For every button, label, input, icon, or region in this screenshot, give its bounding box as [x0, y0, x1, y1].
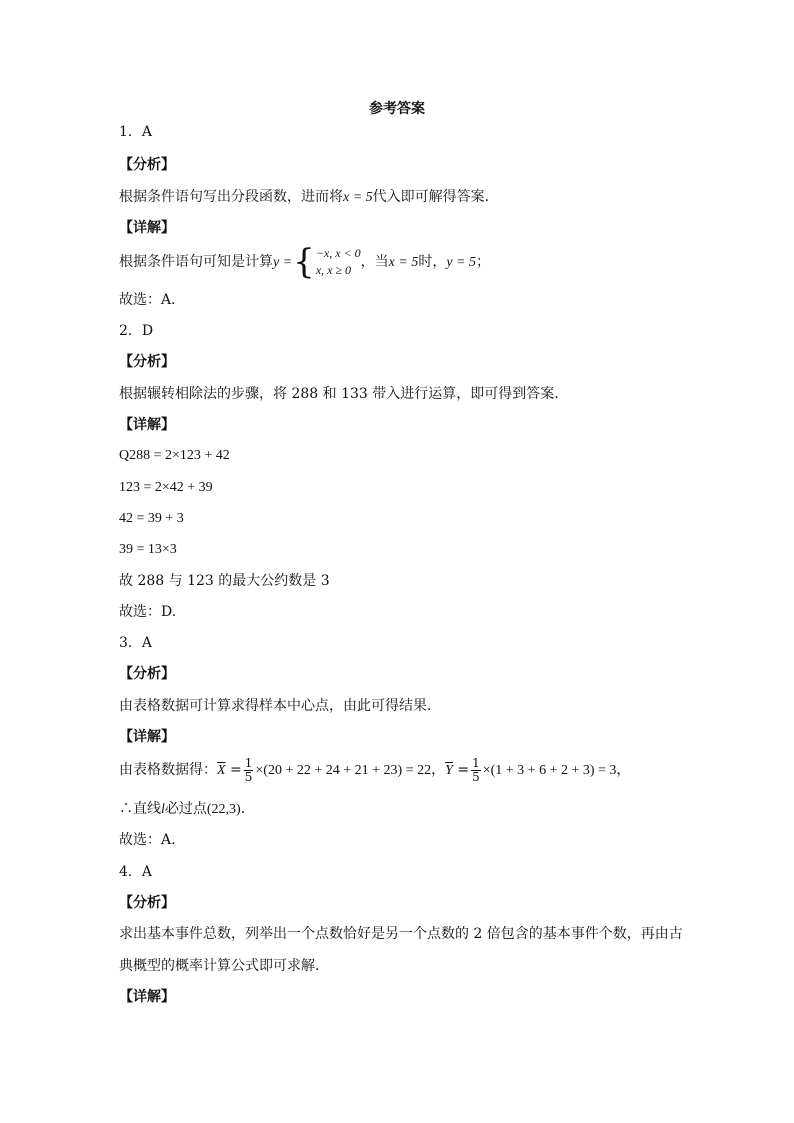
piecewise-brace: { — [293, 242, 315, 282]
q3-analysis-heading: 【分析】 — [119, 666, 175, 682]
q3-analysis-text: 由表格数据可计算求得样本中心点，由此可得结果. — [119, 698, 432, 714]
q2-equation-3: 42 = 39 + 3 — [119, 511, 184, 526]
q4-detail-heading: 【详解】 — [119, 989, 175, 1005]
page-title: 参考答案 — [369, 101, 425, 117]
q2-equation-4: 39 = 13×3 — [119, 542, 177, 557]
q2-answer: 故选：D. — [119, 604, 177, 620]
q3-number: 3．A — [119, 635, 153, 651]
q3-detail-text: 由表格数据得：$\overline{X}$ = $\frac{1}{5}$ ×(20 + 22 + 24 + 21 + 23) = 22，$\overline{Y}$ = $\frac{1}{5}$ ×(1 + 3 + 6 + 2 + 3) = 3， — [119, 755, 631, 784]
q2-conclusion: 故 288 与 123 的最大公约数是 3 — [119, 573, 330, 589]
q3-line-conclusion: ∴直线l必过点(22,3). — [119, 801, 246, 817]
q2-number: 2．D — [119, 323, 154, 339]
q2-detail-heading: 【详解】 — [119, 417, 175, 433]
q1-analysis-text: 根据条件语句写出分段函数，进而将x = 5代入即可解得答案. — [119, 189, 490, 205]
piecewise-cases: −x, x < 0 x, x ≥ 0 — [315, 246, 361, 277]
q1-answer: 故选：A． — [119, 292, 186, 308]
q4-analysis-line-2: 典概型的概率计算公式即可求解. — [119, 958, 320, 974]
q2-equation-1: Q288 = 2×123 + 42 — [119, 448, 230, 463]
q1-detail-heading: 【详解】 — [119, 220, 175, 236]
q4-analysis-line-1: 求出基本事件总数，列举出一个点数恰好是另一个点数的 2 倍包含的基本事件个数，再由古 — [119, 926, 683, 942]
q3-detail-heading: 【详解】 — [119, 729, 175, 745]
fraction-one-fifth-2: $\frac{1}{5}$ — [472, 755, 480, 784]
q1-analysis-heading: 【分析】 — [119, 157, 175, 173]
q3-answer: 故选：A. — [119, 832, 176, 848]
q1-detail-text: 根据条件语句可知是计算y ={ −x, x < 0 x, x ≥ 0 ，当x = 5时，y = 5； — [119, 242, 491, 282]
q4-number: 4．A — [119, 864, 153, 880]
q2-analysis-heading: 【分析】 — [119, 354, 175, 370]
q2-analysis-text: 根据辗转相除法的步骤，将 288 和 133 带入进行运算，即可得到答案. — [119, 386, 559, 402]
q1-number: 1．A — [119, 124, 153, 140]
q4-analysis-heading: 【分析】 — [119, 895, 175, 911]
q2-equation-2: 123 = 2×42 + 39 — [119, 480, 213, 495]
fraction-one-fifth: $\frac{1}{5}$ — [244, 755, 253, 784]
